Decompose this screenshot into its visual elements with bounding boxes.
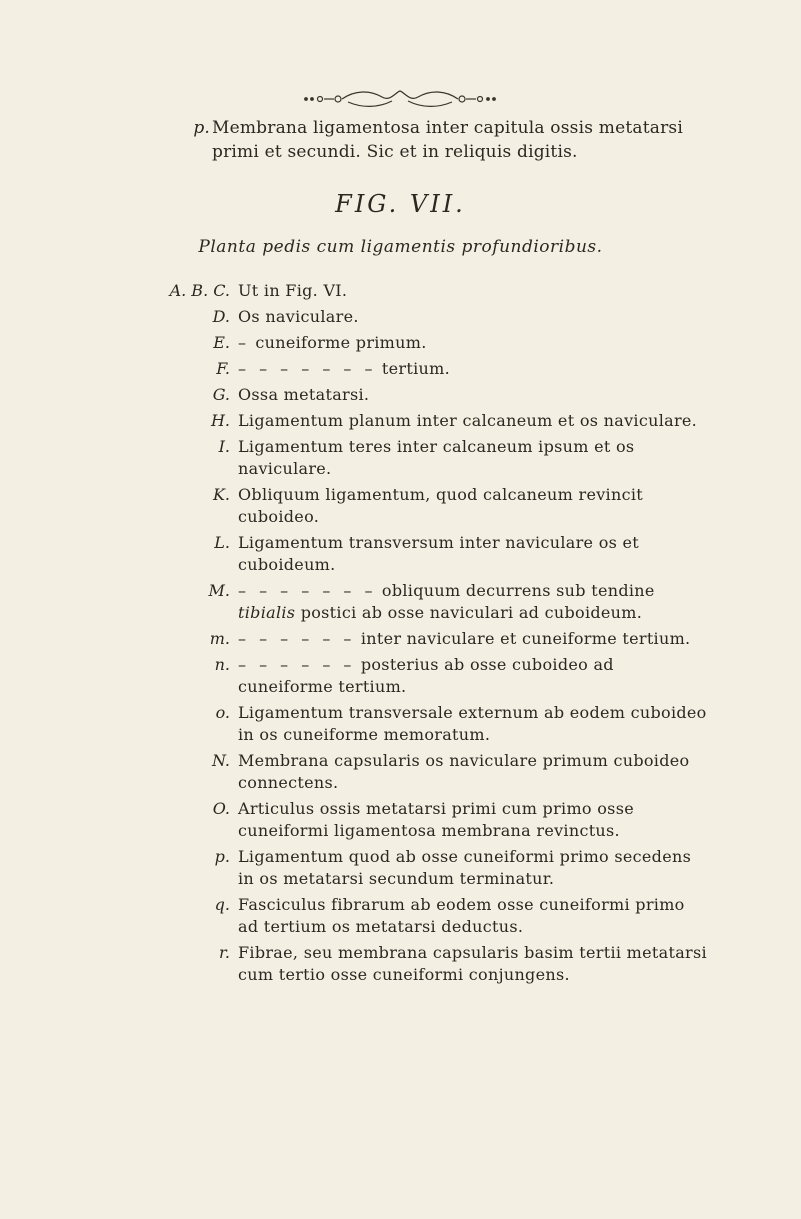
legend-text: Fasciculus fibrarum ab eodem osse cuneiformi primo ad tertium os metatarsi deductus. xyxy=(238,895,685,936)
legend-dash: – – – – – – xyxy=(238,655,356,674)
legend-key: K. xyxy=(212,485,230,504)
legend-entry xyxy=(0,580,801,624)
legend-text: Fibrae, seu membrana capsularis basim tertii metatarsi cum tertio osse cuneiformi conjungens. xyxy=(238,943,707,984)
figure-title: FIG. VII. xyxy=(335,190,466,218)
legend-dash: – xyxy=(238,333,250,352)
legend-entry xyxy=(0,280,801,302)
legend-key: q. xyxy=(214,895,230,914)
legend-entry xyxy=(0,798,801,842)
legend-text: Ligamentum transversale externum ab eodem cuboideo in os cuneiforme memoratum. xyxy=(238,703,707,744)
legend-entry xyxy=(0,436,801,480)
legend-text: tertium. xyxy=(381,359,450,378)
legend-key: n. xyxy=(214,655,230,674)
legend-list xyxy=(0,280,801,990)
legend-entry xyxy=(0,410,801,432)
figure-subtitle: Planta pedis cum ligamentis profundioribus. xyxy=(198,237,603,257)
legend-text: Os naviculare. xyxy=(238,307,359,326)
legend-key: O. xyxy=(212,799,230,818)
legend-entry xyxy=(0,484,801,528)
legend-text: Ligamentum planum inter calcaneum et os naviculare. xyxy=(238,411,698,430)
legend-entry xyxy=(0,532,801,576)
legend-entry xyxy=(0,628,801,650)
legend-text: Ligamentum quod ab osse cuneiformi primo secedens in os metatarsi secundum terminatur. xyxy=(238,847,692,888)
legend-entry xyxy=(0,894,801,938)
legend-entry xyxy=(0,702,801,746)
legend-text: Ligamentum teres inter calcaneum ipsum et os naviculare. xyxy=(238,437,635,478)
legend-text: Obliquum ligamentum, quod calcaneum revincit cuboideo. xyxy=(238,485,643,526)
intro-paragraph xyxy=(193,116,692,164)
legend-key: F. xyxy=(216,359,230,378)
legend-text: Ut in Fig. VI. xyxy=(238,281,348,300)
legend-key: G. xyxy=(212,385,230,404)
legend-text: cuneiforme primum. xyxy=(255,333,427,352)
intro-label: p. xyxy=(193,118,210,138)
legend-italic: tibialis xyxy=(238,603,296,622)
intro-text: Membrana ligamentosa inter capitula ossis metatarsi primi et secundi. Sic et in reliquis digitis. xyxy=(212,118,683,162)
legend-key: N. xyxy=(211,751,230,770)
legend-entry xyxy=(0,942,801,986)
legend-key: m. xyxy=(209,629,230,648)
legend-key: M. xyxy=(208,581,230,600)
legend-key: E. xyxy=(213,333,230,352)
legend-text: Articulus ossis metatarsi primi cum primo osse cuneiformi ligamentosa membrana revinctus. xyxy=(238,799,634,840)
legend-key: p. xyxy=(214,847,230,866)
legend-text: inter naviculare et cuneiforme tertium. xyxy=(360,629,691,648)
legend-text: Ligamentum transversum inter naviculare os et cuboideum. xyxy=(238,533,640,574)
legend-text: Ossa metatarsi. xyxy=(238,385,370,404)
legend-key: I. xyxy=(218,437,230,456)
legend-entry xyxy=(0,384,801,406)
legend-entry xyxy=(0,358,801,380)
legend-dash: – – – – – – – xyxy=(238,359,377,378)
legend-text: posterius ab osse cuboideo ad cuneiforme tertium. xyxy=(238,655,614,696)
legend-entry xyxy=(0,332,801,354)
legend-key: o. xyxy=(215,703,230,722)
legend-tail: postici ab osse naviculari ad cuboideum. xyxy=(300,603,643,622)
legend-key: L. xyxy=(214,533,230,552)
legend-key: H. xyxy=(210,411,230,430)
legend-entry xyxy=(0,654,801,698)
legend-key: A. B. C. xyxy=(169,281,230,300)
legend-dash: – – – – – – – xyxy=(238,581,377,600)
legend-key: r. xyxy=(219,943,230,962)
legend-entry xyxy=(0,306,801,328)
legend-key: D. xyxy=(212,307,230,326)
legend-entry xyxy=(0,846,801,890)
legend-text: Membrana capsularis os naviculare primum cuboideo connectens. xyxy=(238,751,690,792)
legend-text: obliquum decurrens sub tendine xyxy=(381,581,655,600)
legend-dash: – – – – – – xyxy=(238,629,356,648)
header-ornament xyxy=(300,88,500,110)
legend-entry xyxy=(0,750,801,794)
